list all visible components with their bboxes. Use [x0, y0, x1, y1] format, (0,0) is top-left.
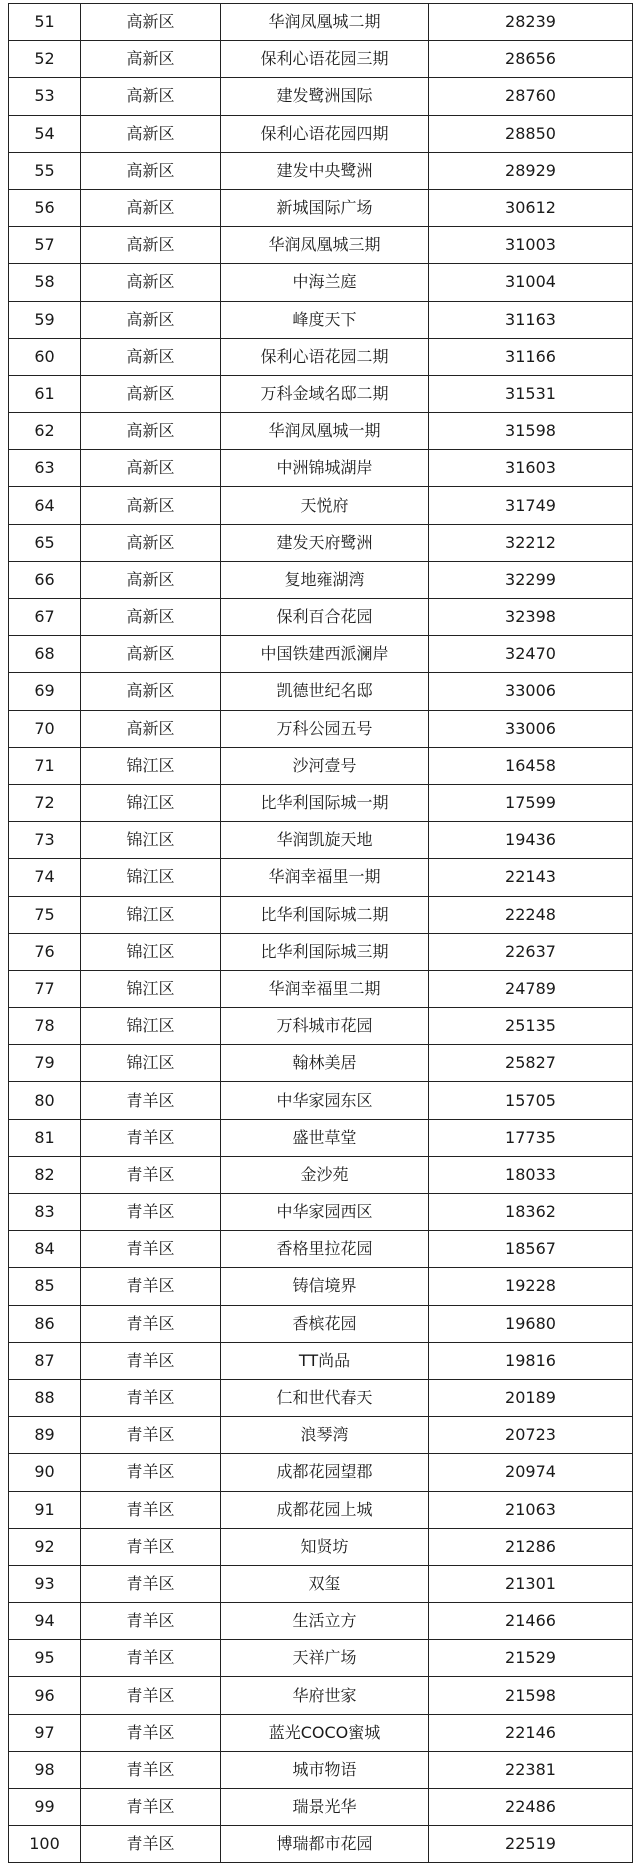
community-name-cell: 中华家园西区 [221, 1194, 429, 1231]
district-cell: 高新区 [81, 78, 221, 115]
community-name-cell: 华润凤凰城一期 [221, 413, 429, 450]
rank-cell: 66 [9, 561, 81, 598]
table-row [9, 636, 633, 673]
rank-cell: 57 [9, 227, 81, 264]
district-cell: 高新区 [81, 450, 221, 487]
table-row [9, 413, 633, 450]
district-cell: 青羊区 [81, 1528, 221, 1565]
community-name-cell: 城市物语 [221, 1751, 429, 1788]
district-cell: 锦江区 [81, 1045, 221, 1082]
table-row [9, 1305, 633, 1342]
community-name-cell: 华润凯旋天地 [221, 822, 429, 859]
table-row [9, 1826, 633, 1863]
district-cell: 高新区 [81, 710, 221, 747]
community-name-cell: 成都花园望郡 [221, 1454, 429, 1491]
rank-cell: 86 [9, 1305, 81, 1342]
rank-cell: 95 [9, 1640, 81, 1677]
community-name-cell: 峰度天下 [221, 301, 429, 338]
community-name-cell: 天悦府 [221, 487, 429, 524]
rank-cell: 80 [9, 1082, 81, 1119]
price-cell: 18567 [429, 1231, 633, 1268]
district-cell: 高新区 [81, 189, 221, 226]
rank-cell: 91 [9, 1491, 81, 1528]
community-name-cell: 新城国际广场 [221, 189, 429, 226]
district-cell: 青羊区 [81, 1342, 221, 1379]
price-cell: 31598 [429, 413, 633, 450]
community-name-cell: 香槟花园 [221, 1305, 429, 1342]
community-name-cell: 中国铁建西派澜岸 [221, 636, 429, 673]
community-name-cell: 比华利国际城一期 [221, 784, 429, 821]
table-row [9, 1640, 633, 1677]
table-row [9, 338, 633, 375]
rank-cell: 100 [9, 1826, 81, 1863]
district-cell: 青羊区 [81, 1751, 221, 1788]
district-cell: 青羊区 [81, 1194, 221, 1231]
table-row [9, 1045, 633, 1082]
rank-cell: 92 [9, 1528, 81, 1565]
community-name-cell: 比华利国际城二期 [221, 896, 429, 933]
price-cell: 21466 [429, 1603, 633, 1640]
community-name-cell: 万科城市花园 [221, 1008, 429, 1045]
table-row [9, 264, 633, 301]
district-cell: 高新区 [81, 338, 221, 375]
rank-cell: 64 [9, 487, 81, 524]
community-name-cell: TT尚品 [221, 1342, 429, 1379]
community-name-cell: 万科金域名邸二期 [221, 375, 429, 412]
table-row [9, 301, 633, 338]
community-name-cell: 盛世草堂 [221, 1119, 429, 1156]
community-name-cell: 双玺 [221, 1565, 429, 1602]
community-name-cell: 华润凤凰城二期 [221, 4, 429, 41]
rank-cell: 99 [9, 1789, 81, 1826]
community-name-cell: 保利心语花园二期 [221, 338, 429, 375]
ranking-table [8, 3, 633, 1863]
table-row [9, 1268, 633, 1305]
table-row [9, 1156, 633, 1193]
price-cell: 22637 [429, 933, 633, 970]
district-cell: 高新区 [81, 487, 221, 524]
community-name-cell: 华润凤凰城三期 [221, 227, 429, 264]
district-cell: 锦江区 [81, 747, 221, 784]
community-name-cell: 天祥广场 [221, 1640, 429, 1677]
district-cell: 高新区 [81, 599, 221, 636]
table-row [9, 524, 633, 561]
table-row [9, 747, 633, 784]
table-row [9, 710, 633, 747]
price-cell: 32398 [429, 599, 633, 636]
price-cell: 20723 [429, 1417, 633, 1454]
price-cell: 31004 [429, 264, 633, 301]
price-cell: 33006 [429, 673, 633, 710]
community-name-cell: 中洲锦城湖岸 [221, 450, 429, 487]
rank-cell: 88 [9, 1379, 81, 1416]
rank-cell: 63 [9, 450, 81, 487]
price-cell: 31166 [429, 338, 633, 375]
price-cell: 21063 [429, 1491, 633, 1528]
rank-cell: 68 [9, 636, 81, 673]
price-cell: 22146 [429, 1714, 633, 1751]
price-cell: 31603 [429, 450, 633, 487]
rank-cell: 72 [9, 784, 81, 821]
rank-cell: 77 [9, 970, 81, 1007]
price-cell: 28929 [429, 152, 633, 189]
table-row [9, 1342, 633, 1379]
table-row [9, 1379, 633, 1416]
price-cell: 31003 [429, 227, 633, 264]
rank-cell: 84 [9, 1231, 81, 1268]
price-cell: 22486 [429, 1789, 633, 1826]
table-row [9, 1677, 633, 1714]
table-row [9, 970, 633, 1007]
rank-cell: 53 [9, 78, 81, 115]
district-cell: 青羊区 [81, 1268, 221, 1305]
community-name-cell: 建发鹭洲国际 [221, 78, 429, 115]
price-cell: 19228 [429, 1268, 633, 1305]
rank-cell: 56 [9, 189, 81, 226]
rank-cell: 83 [9, 1194, 81, 1231]
community-name-cell: 翰林美居 [221, 1045, 429, 1082]
rank-cell: 73 [9, 822, 81, 859]
community-name-cell: 沙河壹号 [221, 747, 429, 784]
district-cell: 高新区 [81, 264, 221, 301]
district-cell: 锦江区 [81, 1008, 221, 1045]
district-cell: 青羊区 [81, 1826, 221, 1863]
table-row [9, 1454, 633, 1491]
price-cell: 21301 [429, 1565, 633, 1602]
community-name-cell: 保利心语花园四期 [221, 115, 429, 152]
community-name-cell: 成都花园上城 [221, 1491, 429, 1528]
community-name-cell: 铸信境界 [221, 1268, 429, 1305]
community-name-cell: 知贤坊 [221, 1528, 429, 1565]
district-cell: 高新区 [81, 301, 221, 338]
table-row [9, 1194, 633, 1231]
table-row [9, 1082, 633, 1119]
table-row [9, 1491, 633, 1528]
table-row [9, 152, 633, 189]
price-cell: 15705 [429, 1082, 633, 1119]
district-cell: 青羊区 [81, 1417, 221, 1454]
table-row [9, 933, 633, 970]
price-cell: 31531 [429, 375, 633, 412]
district-cell: 锦江区 [81, 859, 221, 896]
table-row [9, 41, 633, 78]
community-name-cell: 建发中央鹭洲 [221, 152, 429, 189]
price-cell: 33006 [429, 710, 633, 747]
price-cell: 19816 [429, 1342, 633, 1379]
price-cell: 31749 [429, 487, 633, 524]
table-row [9, 1231, 633, 1268]
district-cell: 青羊区 [81, 1082, 221, 1119]
rank-cell: 98 [9, 1751, 81, 1788]
rank-cell: 69 [9, 673, 81, 710]
rank-cell: 54 [9, 115, 81, 152]
district-cell: 青羊区 [81, 1231, 221, 1268]
rank-cell: 58 [9, 264, 81, 301]
table-row [9, 1789, 633, 1826]
price-cell: 21598 [429, 1677, 633, 1714]
rank-cell: 96 [9, 1677, 81, 1714]
district-cell: 高新区 [81, 227, 221, 264]
district-cell: 高新区 [81, 561, 221, 598]
rank-cell: 82 [9, 1156, 81, 1193]
table-row [9, 1751, 633, 1788]
district-cell: 青羊区 [81, 1491, 221, 1528]
district-cell: 青羊区 [81, 1305, 221, 1342]
rank-cell: 93 [9, 1565, 81, 1602]
community-name-cell: 生活立方 [221, 1603, 429, 1640]
table-row [9, 859, 633, 896]
district-cell: 高新区 [81, 524, 221, 561]
price-cell: 22248 [429, 896, 633, 933]
table-row [9, 1417, 633, 1454]
table-row [9, 450, 633, 487]
price-cell: 32299 [429, 561, 633, 598]
community-name-cell: 华润幸福里一期 [221, 859, 429, 896]
district-cell: 高新区 [81, 4, 221, 41]
community-name-cell: 瑞景光华 [221, 1789, 429, 1826]
rank-cell: 59 [9, 301, 81, 338]
price-cell: 17735 [429, 1119, 633, 1156]
rank-cell: 65 [9, 524, 81, 561]
district-cell: 青羊区 [81, 1640, 221, 1677]
price-cell: 18362 [429, 1194, 633, 1231]
table-row [9, 561, 633, 598]
community-name-cell: 复地雍湖湾 [221, 561, 429, 598]
price-cell: 25135 [429, 1008, 633, 1045]
price-cell: 22519 [429, 1826, 633, 1863]
community-name-cell: 华府世家 [221, 1677, 429, 1714]
community-name-cell: 中华家园东区 [221, 1082, 429, 1119]
price-cell: 21529 [429, 1640, 633, 1677]
rank-cell: 94 [9, 1603, 81, 1640]
rank-cell: 85 [9, 1268, 81, 1305]
community-name-cell: 华润幸福里二期 [221, 970, 429, 1007]
community-name-cell: 保利百合花园 [221, 599, 429, 636]
price-cell: 32470 [429, 636, 633, 673]
rank-cell: 76 [9, 933, 81, 970]
district-cell: 锦江区 [81, 970, 221, 1007]
district-cell: 高新区 [81, 115, 221, 152]
rank-cell: 79 [9, 1045, 81, 1082]
district-cell: 青羊区 [81, 1677, 221, 1714]
table-row [9, 4, 633, 41]
district-cell: 锦江区 [81, 933, 221, 970]
table-row [9, 599, 633, 636]
table-row [9, 1565, 633, 1602]
table-row [9, 189, 633, 226]
community-name-cell: 保利心语花园三期 [221, 41, 429, 78]
district-cell: 青羊区 [81, 1565, 221, 1602]
rank-cell: 70 [9, 710, 81, 747]
table-row [9, 673, 633, 710]
rank-cell: 71 [9, 747, 81, 784]
district-cell: 锦江区 [81, 784, 221, 821]
table-row [9, 1603, 633, 1640]
community-name-cell: 凯德世纪名邸 [221, 673, 429, 710]
price-cell: 21286 [429, 1528, 633, 1565]
rank-cell: 52 [9, 41, 81, 78]
rank-cell: 81 [9, 1119, 81, 1156]
district-cell: 青羊区 [81, 1789, 221, 1826]
price-cell: 22143 [429, 859, 633, 896]
district-cell: 青羊区 [81, 1454, 221, 1491]
rank-cell: 67 [9, 599, 81, 636]
price-cell: 19680 [429, 1305, 633, 1342]
community-name-cell: 博瑞都市花园 [221, 1826, 429, 1863]
district-cell: 青羊区 [81, 1379, 221, 1416]
district-cell: 高新区 [81, 636, 221, 673]
community-name-cell: 仁和世代春天 [221, 1379, 429, 1416]
price-cell: 28760 [429, 78, 633, 115]
price-cell: 17599 [429, 784, 633, 821]
table-row [9, 784, 633, 821]
rank-cell: 74 [9, 859, 81, 896]
community-name-cell: 蓝光COCO蜜城 [221, 1714, 429, 1751]
rank-cell: 87 [9, 1342, 81, 1379]
district-cell: 锦江区 [81, 822, 221, 859]
district-cell: 高新区 [81, 41, 221, 78]
price-cell: 25827 [429, 1045, 633, 1082]
rank-cell: 51 [9, 4, 81, 41]
table-row [9, 78, 633, 115]
district-cell: 青羊区 [81, 1156, 221, 1193]
price-cell: 31163 [429, 301, 633, 338]
district-cell: 高新区 [81, 152, 221, 189]
community-name-cell: 香格里拉花园 [221, 1231, 429, 1268]
district-cell: 高新区 [81, 413, 221, 450]
district-cell: 高新区 [81, 375, 221, 412]
price-cell: 18033 [429, 1156, 633, 1193]
rank-cell: 97 [9, 1714, 81, 1751]
table-row [9, 1714, 633, 1751]
community-name-cell: 万科公园五号 [221, 710, 429, 747]
price-cell: 20974 [429, 1454, 633, 1491]
table-row [9, 1119, 633, 1156]
district-cell: 锦江区 [81, 896, 221, 933]
table-row [9, 115, 633, 152]
price-cell: 20189 [429, 1379, 633, 1416]
community-name-cell: 建发天府鹭洲 [221, 524, 429, 561]
table-row [9, 487, 633, 524]
table-row [9, 1528, 633, 1565]
price-cell: 28656 [429, 41, 633, 78]
table-body [9, 4, 633, 1863]
district-cell: 青羊区 [81, 1603, 221, 1640]
rank-cell: 55 [9, 152, 81, 189]
price-cell: 24789 [429, 970, 633, 1007]
community-name-cell: 金沙苑 [221, 1156, 429, 1193]
price-cell: 32212 [429, 524, 633, 561]
price-cell: 30612 [429, 189, 633, 226]
table-row [9, 896, 633, 933]
table-row [9, 1008, 633, 1045]
community-name-cell: 浪琴湾 [221, 1417, 429, 1454]
table-row [9, 375, 633, 412]
price-cell: 22381 [429, 1751, 633, 1788]
rank-cell: 78 [9, 1008, 81, 1045]
community-name-cell: 中海兰庭 [221, 264, 429, 301]
district-cell: 青羊区 [81, 1119, 221, 1156]
community-name-cell: 比华利国际城三期 [221, 933, 429, 970]
rank-cell: 75 [9, 896, 81, 933]
rank-cell: 60 [9, 338, 81, 375]
table-row [9, 822, 633, 859]
table-row [9, 227, 633, 264]
price-cell: 28239 [429, 4, 633, 41]
price-cell: 19436 [429, 822, 633, 859]
rank-cell: 90 [9, 1454, 81, 1491]
price-cell: 16458 [429, 747, 633, 784]
district-cell: 青羊区 [81, 1714, 221, 1751]
district-cell: 高新区 [81, 673, 221, 710]
rank-cell: 62 [9, 413, 81, 450]
rank-cell: 61 [9, 375, 81, 412]
price-cell: 28850 [429, 115, 633, 152]
rank-cell: 89 [9, 1417, 81, 1454]
